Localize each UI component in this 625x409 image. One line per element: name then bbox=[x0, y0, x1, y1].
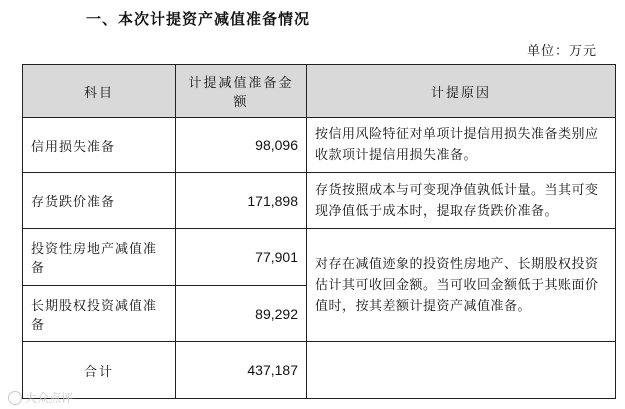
row-item: 信用损失准备 bbox=[23, 118, 176, 173]
row-item: 存货跌价准备 bbox=[23, 173, 176, 229]
row-reason: 存货按照成本与可变现净值孰低计量。当其可变现净值低于成本时，提取存货跌价准备。 bbox=[307, 173, 616, 229]
header-reason: 计提原因 bbox=[307, 65, 616, 118]
table-row bbox=[23, 229, 616, 286]
row-amount: 77,901 bbox=[176, 229, 307, 286]
header-item: 科目 bbox=[23, 65, 176, 118]
table-row bbox=[23, 173, 616, 229]
table-row bbox=[23, 118, 616, 173]
row-item: 投资性房地产减值准备 bbox=[23, 229, 176, 286]
total-reason-empty bbox=[307, 342, 616, 399]
table-total-row bbox=[23, 342, 616, 399]
row-amount: 89,292 bbox=[176, 286, 307, 342]
row-item: 长期股权投资减值准备 bbox=[23, 286, 176, 342]
impairment-provision-table bbox=[22, 64, 616, 399]
header-amount: 计提减值准备金额 bbox=[176, 65, 307, 118]
section-heading: 一、本次计提资产减值准备情况 bbox=[86, 10, 311, 28]
watermark-logo-icon bbox=[8, 391, 22, 405]
total-amount: 437,187 bbox=[176, 342, 307, 399]
total-label: 合计 bbox=[23, 342, 176, 399]
row-amount: 98,096 bbox=[176, 118, 307, 173]
row-reason-merged: 对存在减值迹象的投资性房地产、长期股权投资估计其可收回金额。当可收回金额低于其账面价值时，按其差额计提资产减值准备。 bbox=[307, 229, 616, 342]
row-reason: 按信用风险特征对单项计提信用损失准备类别应收款项计提信用损失准备。 bbox=[307, 118, 616, 173]
unit-label: 单位：万元 bbox=[526, 44, 597, 59]
watermark-text: 大众点评 bbox=[25, 391, 74, 405]
table-header-row bbox=[23, 65, 616, 118]
row-amount: 171,898 bbox=[176, 173, 307, 229]
watermark bbox=[8, 389, 73, 406]
